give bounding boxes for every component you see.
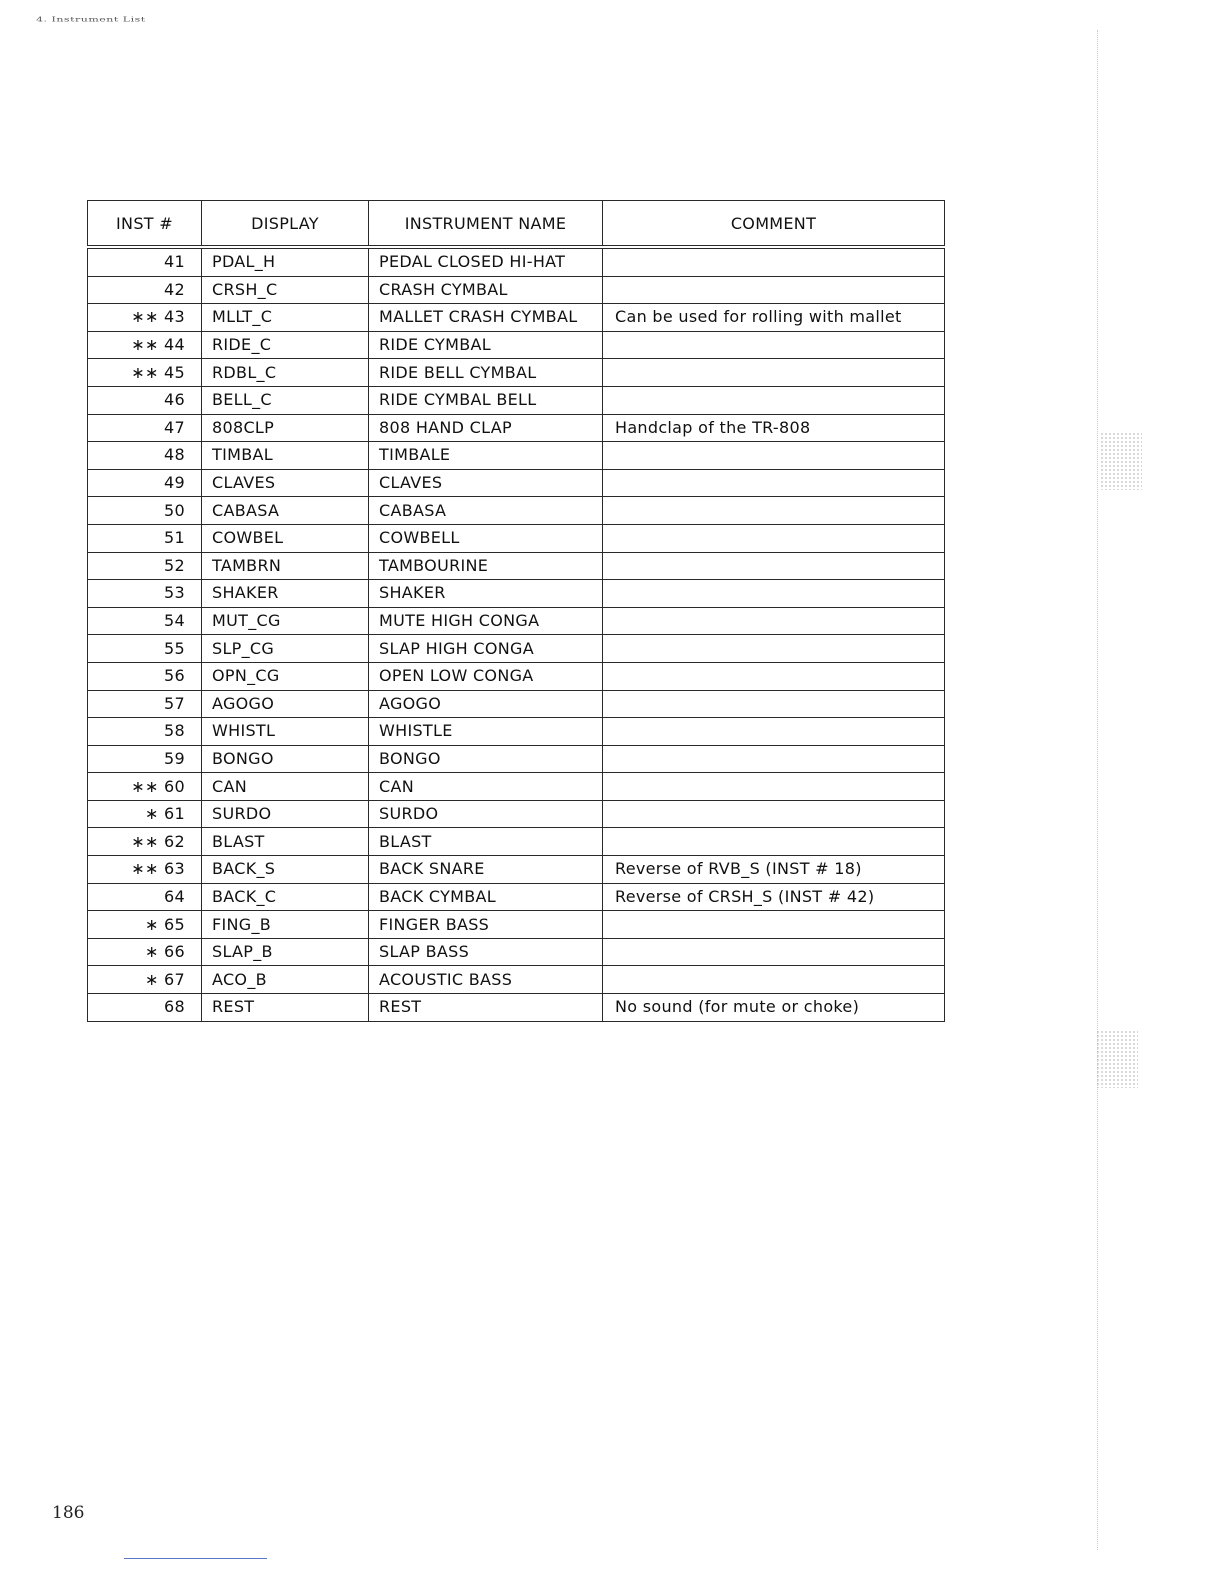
cell-comment xyxy=(603,469,945,497)
cell-instrument-name: BACK SNARE xyxy=(369,856,603,884)
cell-instrument-name: SURDO xyxy=(369,800,603,828)
cell-inst-number: 49 xyxy=(88,469,202,497)
cell-comment xyxy=(603,442,945,470)
cell-inst-number: ∗ 66 xyxy=(88,938,202,966)
cell-display: SLAP_B xyxy=(202,938,369,966)
cell-instrument-name: RIDE CYMBAL xyxy=(369,331,603,359)
cell-comment xyxy=(603,800,945,828)
cell-display: AGOGO xyxy=(202,690,369,718)
table-row xyxy=(88,773,945,801)
table-row xyxy=(88,800,945,828)
cell-display: BELL_C xyxy=(202,386,369,414)
cell-display: CAN xyxy=(202,773,369,801)
cell-inst-number: 51 xyxy=(88,524,202,552)
cell-display: RDBL_C xyxy=(202,359,369,387)
table-row xyxy=(88,386,945,414)
cell-instrument-name: SHAKER xyxy=(369,580,603,608)
header-instrument-name: INSTRUMENT NAME xyxy=(369,201,603,248)
table-row xyxy=(88,662,945,690)
cell-inst-number: 57 xyxy=(88,690,202,718)
table-row xyxy=(88,497,945,525)
cell-comment xyxy=(603,276,945,304)
cell-display: CLAVES xyxy=(202,469,369,497)
cell-comment: Reverse of CRSH_S (INST # 42) xyxy=(603,883,945,911)
cell-instrument-name: TIMBALE xyxy=(369,442,603,470)
cell-instrument-name: CABASA xyxy=(369,497,603,525)
cell-comment xyxy=(603,497,945,525)
cell-comment xyxy=(603,331,945,359)
table-row xyxy=(88,883,945,911)
cell-display: OPN_CG xyxy=(202,662,369,690)
table-row xyxy=(88,304,945,332)
cell-comment xyxy=(603,607,945,635)
table-row xyxy=(88,938,945,966)
cell-inst-number: ∗∗ 63 xyxy=(88,856,202,884)
cell-inst-number: 48 xyxy=(88,442,202,470)
cell-display: WHISTL xyxy=(202,718,369,746)
cell-display: BLAST xyxy=(202,828,369,856)
cell-display: CABASA xyxy=(202,497,369,525)
table-row xyxy=(88,690,945,718)
table-row xyxy=(88,414,945,442)
cell-comment xyxy=(603,635,945,663)
header-inst-number: INST # xyxy=(88,201,202,248)
cell-inst-number: 64 xyxy=(88,883,202,911)
cell-comment: No sound (for mute or choke) xyxy=(603,994,945,1022)
cell-instrument-name: TAMBOURINE xyxy=(369,552,603,580)
scan-speckle-mark xyxy=(1096,1030,1138,1088)
cell-display: FING_B xyxy=(202,911,369,939)
running-head: 4. Instrument List xyxy=(36,16,146,24)
table-row xyxy=(88,469,945,497)
cell-display: PDAL_H xyxy=(202,247,369,276)
cell-inst-number: 46 xyxy=(88,386,202,414)
cell-instrument-name: WHISTLE xyxy=(369,718,603,746)
cell-instrument-name: 808 HAND CLAP xyxy=(369,414,603,442)
cell-display: COWBEL xyxy=(202,524,369,552)
table-row xyxy=(88,524,945,552)
cell-instrument-name: MALLET CRASH CYMBAL xyxy=(369,304,603,332)
cell-instrument-name: AGOGO xyxy=(369,690,603,718)
scan-speckle-mark xyxy=(1100,432,1142,490)
table-row xyxy=(88,442,945,470)
cell-comment xyxy=(603,745,945,773)
cell-inst-number: ∗∗ 43 xyxy=(88,304,202,332)
cell-inst-number: 53 xyxy=(88,580,202,608)
cell-comment: Can be used for rolling with mallet xyxy=(603,304,945,332)
cell-instrument-name: CRASH CYMBAL xyxy=(369,276,603,304)
cell-comment xyxy=(603,552,945,580)
cell-display: SLP_CG xyxy=(202,635,369,663)
header-display: DISPLAY xyxy=(202,201,369,248)
cell-inst-number: 55 xyxy=(88,635,202,663)
cell-display: BACK_C xyxy=(202,883,369,911)
cell-display: REST xyxy=(202,994,369,1022)
cell-display: SHAKER xyxy=(202,580,369,608)
table-row xyxy=(88,607,945,635)
table-row xyxy=(88,580,945,608)
table-row xyxy=(88,745,945,773)
table-row xyxy=(88,828,945,856)
cell-inst-number: 58 xyxy=(88,718,202,746)
table-row xyxy=(88,718,945,746)
cell-instrument-name: CLAVES xyxy=(369,469,603,497)
cell-display: BONGO xyxy=(202,745,369,773)
cell-inst-number: 50 xyxy=(88,497,202,525)
table-body xyxy=(88,247,945,1021)
cell-comment xyxy=(603,773,945,801)
cell-instrument-name: RIDE BELL CYMBAL xyxy=(369,359,603,387)
cell-instrument-name: BACK CYMBAL xyxy=(369,883,603,911)
cell-instrument-name: CAN xyxy=(369,773,603,801)
table-header xyxy=(88,201,945,248)
cell-inst-number: 47 xyxy=(88,414,202,442)
cell-display: ACO_B xyxy=(202,966,369,994)
table-row xyxy=(88,966,945,994)
cell-comment xyxy=(603,359,945,387)
cell-display: CRSH_C xyxy=(202,276,369,304)
cell-inst-number: ∗ 67 xyxy=(88,966,202,994)
cell-inst-number: 56 xyxy=(88,662,202,690)
cell-comment xyxy=(603,828,945,856)
cell-comment xyxy=(603,247,945,276)
cell-display: TAMBRN xyxy=(202,552,369,580)
cell-instrument-name: PEDAL CLOSED HI-HAT xyxy=(369,247,603,276)
cell-inst-number: ∗∗ 60 xyxy=(88,773,202,801)
cell-display: MUT_CG xyxy=(202,607,369,635)
cell-display: 808CLP xyxy=(202,414,369,442)
cell-instrument-name: BLAST xyxy=(369,828,603,856)
cell-inst-number: 59 xyxy=(88,745,202,773)
cell-inst-number: 54 xyxy=(88,607,202,635)
table-row xyxy=(88,856,945,884)
cell-comment xyxy=(603,524,945,552)
cell-inst-number: 52 xyxy=(88,552,202,580)
instrument-table xyxy=(87,200,945,1022)
cell-inst-number: 42 xyxy=(88,276,202,304)
cell-inst-number: 41 xyxy=(88,247,202,276)
cell-comment: Handclap of the TR-808 xyxy=(603,414,945,442)
cell-inst-number: ∗ 61 xyxy=(88,800,202,828)
header-row xyxy=(88,201,945,248)
cell-comment xyxy=(603,690,945,718)
cell-display: SURDO xyxy=(202,800,369,828)
cell-instrument-name: FINGER BASS xyxy=(369,911,603,939)
table-row xyxy=(88,911,945,939)
table-row xyxy=(88,635,945,663)
cell-instrument-name: COWBELL xyxy=(369,524,603,552)
footer-rule xyxy=(124,1558,267,1559)
cell-comment xyxy=(603,662,945,690)
table-row xyxy=(88,331,945,359)
header-comment: COMMENT xyxy=(603,201,945,248)
cell-instrument-name: RIDE CYMBAL BELL xyxy=(369,386,603,414)
cell-comment xyxy=(603,386,945,414)
cell-instrument-name: SLAP BASS xyxy=(369,938,603,966)
cell-comment: Reverse of RVB_S (INST # 18) xyxy=(603,856,945,884)
cell-instrument-name: MUTE HIGH CONGA xyxy=(369,607,603,635)
cell-instrument-name: REST xyxy=(369,994,603,1022)
cell-comment xyxy=(603,580,945,608)
cell-instrument-name: ACOUSTIC BASS xyxy=(369,966,603,994)
cell-instrument-name: BONGO xyxy=(369,745,603,773)
cell-comment xyxy=(603,718,945,746)
scan-binding-edge xyxy=(1097,30,1098,1550)
cell-inst-number: ∗∗ 62 xyxy=(88,828,202,856)
table-row xyxy=(88,247,945,276)
cell-comment xyxy=(603,966,945,994)
page-number: 186 xyxy=(52,1503,85,1523)
table-row xyxy=(88,994,945,1022)
cell-inst-number: ∗∗ 45 xyxy=(88,359,202,387)
cell-instrument-name: SLAP HIGH CONGA xyxy=(369,635,603,663)
cell-comment xyxy=(603,911,945,939)
cell-display: BACK_S xyxy=(202,856,369,884)
cell-display: RIDE_C xyxy=(202,331,369,359)
table-row xyxy=(88,552,945,580)
cell-inst-number: ∗∗ 44 xyxy=(88,331,202,359)
table-row xyxy=(88,359,945,387)
cell-display: MLLT_C xyxy=(202,304,369,332)
cell-inst-number: ∗ 65 xyxy=(88,911,202,939)
cell-instrument-name: OPEN LOW CONGA xyxy=(369,662,603,690)
table-row xyxy=(88,276,945,304)
cell-display: TIMBAL xyxy=(202,442,369,470)
cell-inst-number: 68 xyxy=(88,994,202,1022)
cell-comment xyxy=(603,938,945,966)
